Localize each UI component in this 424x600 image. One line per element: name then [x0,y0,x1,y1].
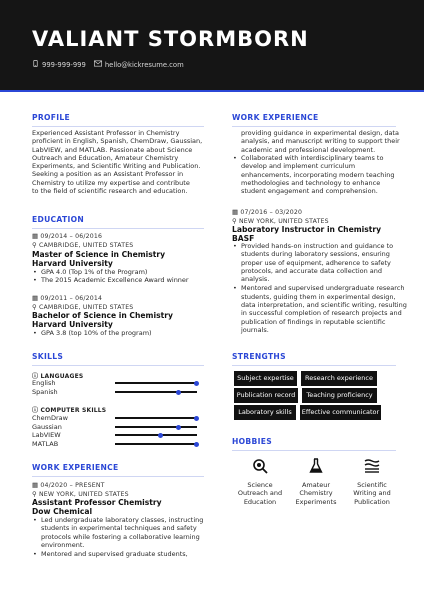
edu1-location: ⚲ CAMBRIDGE, UNITED STATES [32,241,134,249]
hobby-item: Scientific Writing and Publication [342,458,402,506]
hobbies-title: HOBBIES [232,437,272,446]
work1-location: ⚲ NEW YORK, UNITED STATES [32,490,129,498]
list-item: • GPA 3.8 (top 10% of the program) [32,329,222,337]
skills-divider [32,365,204,366]
work1-continued: providing guidance in experimental design, data analysis, and manuscript writing to support their academic and professional development. [241,129,400,154]
work2-dates: ▦ 07/2016 – 03/2020 [232,208,303,216]
edu2-degree: Bachelor of Science in Chemistry [32,311,173,320]
skill-level-dot [194,381,199,386]
mail-icon [94,60,102,69]
edu1-dates: ▦ 09/2014 – 06/2016 [32,232,103,240]
strength-tag: Teaching proficiency [302,388,377,403]
contact-line [32,60,184,69]
edu2-school: Harvard University [32,320,113,329]
header [0,0,424,92]
hobby-item: Amateur Chemistry Experiments [286,458,346,506]
strength-tag: Laboratory skills [234,405,296,420]
strengths-divider [232,365,396,366]
edu1-bullets [32,268,222,285]
work1-continued-bullets [232,154,412,195]
work2-role: Laboratory Instructor in Chemistry [232,225,382,234]
language-english: English [32,379,56,387]
strength-tag: Publication record [234,388,298,403]
phone-text: 999-999-999 [42,61,86,69]
skills-title: SKILLS [32,352,64,361]
phone-icon [32,60,39,69]
work-right-title: WORK EXPERIENCE [232,113,319,122]
work1-dates: ▦ 04/2020 – PRESENT [32,481,105,489]
skill-level-dot [176,425,181,430]
strength-tag: Subject expertise [234,371,297,386]
work-left-divider [32,476,204,477]
work1-role: Assistant Professor Chemistry [32,498,162,507]
computer-skills-label: ⓘ COMPUTER SKILLS [32,407,107,414]
phone-item[interactable] [32,60,86,69]
magnifier-icon [252,458,268,474]
email-text: hello@kickresume.com [104,61,184,69]
calendar-icon: ▦ [32,232,39,240]
hobbies-divider [232,450,396,451]
strength-tag: Research experience [301,371,377,386]
strengths-title: STRENGTHS [232,352,286,361]
work-left-title: WORK EXPERIENCE [32,463,119,472]
skill-gaussian: Gaussian [32,423,62,431]
skill-level-bar [115,443,197,445]
list-item: • Provided hands-on instruction and guidance to students during laboratory sessions, ensuring proper use of equipment, adherence to safety protocols, and accurate data collection and analysis. [232,242,412,283]
education-title: EDUCATION [32,215,85,224]
edu2-bullets [32,329,222,337]
languages-label: ⓘ LANGUAGES [32,373,84,380]
skill-level-bar [115,382,197,384]
email-item[interactable] [94,60,184,69]
skill-chemdraw: ChemDraw [32,414,68,422]
candidate-name: VALIANT STORMBORN [32,27,309,51]
location-pin-icon: ⚲ [32,241,37,249]
skill-level-dot [194,416,199,421]
education-divider [32,228,204,229]
calendar-icon: ▦ [32,481,39,489]
profile-divider [32,126,204,127]
skill-level-bar [115,434,197,436]
list-item: • GPA 4.0 (Top 1% of the Program) [32,268,222,276]
list-item: • Collaborated with interdisciplinary teams to develop and implement curriculum enhancements, incorporating modern teaching methodologies and technology to enhance student engagement and comprehension. [232,154,412,195]
skill-level-dot [194,442,199,447]
work-right-divider [232,126,396,127]
edu1-degree: Master of Science in Chemistry [32,250,166,259]
skill-matlab: MATLAB [32,440,59,448]
strength-tag: Effective communicator [300,405,381,420]
skill-level-bar [115,391,197,393]
calendar-icon: ▦ [32,294,39,302]
info-icon: ⓘ [32,407,41,414]
location-pin-icon: ⚲ [32,490,37,498]
skill-level-bar [115,417,197,419]
skill-labview: LabVIEW [32,431,61,439]
info-icon: ⓘ [32,373,41,380]
location-pin-icon: ⚲ [232,217,237,225]
writing-icon [364,458,380,474]
list-item: • Mentored and supervised graduate students, [32,550,227,558]
location-pin-icon: ⚲ [32,303,37,311]
profile-text: Experienced Assistant Professor in Chemistry proficient in English, Spanish, ChemDraw, Gaussian, LabVIEW, and MATLAB. Passionate about Science Outreach and Education, Amateur Chemistry Experiments, and Scientific Writing and Publication. Seeking a position as an Assistant Professor in Chemistry to utilize my expertise and contribute to the field of scientific research and education. [32,129,203,196]
edu1-school: Harvard University [32,259,113,268]
edu2-dates: ▦ 09/2011 – 06/2014 [32,294,103,302]
skill-level-dot [176,390,181,395]
work2-company: BASF [232,234,255,243]
list-item: • Led undergraduate laboratory classes, instructing students in experimental techniques and safety protocols while fostering a collaborative learning environment. [32,516,227,549]
work1-bullets [32,516,227,558]
list-item: • Mentored and supervised undergraduate research students, guiding them in experimental design, data interpretation, and scientific writing, resulting in successful completion of research projects and publication of findings in reputable scientific journals. [232,284,412,334]
flask-icon [308,458,324,474]
work1-company: Dow Chemical [32,507,93,516]
calendar-icon: ▦ [232,208,239,216]
list-item: • The 2015 Academic Excellence Award winner [32,276,222,284]
edu2-location: ⚲ CAMBRIDGE, UNITED STATES [32,303,134,311]
work2-location: ⚲ NEW YORK, UNITED STATES [232,217,329,225]
hobby-item: Science Outreach and Education [230,458,290,506]
work2-bullets [232,242,412,334]
profile-title: PROFILE [32,113,71,122]
skill-level-dot [158,433,163,438]
language-spanish: Spanish [32,388,58,396]
skill-level-bar [115,426,197,428]
